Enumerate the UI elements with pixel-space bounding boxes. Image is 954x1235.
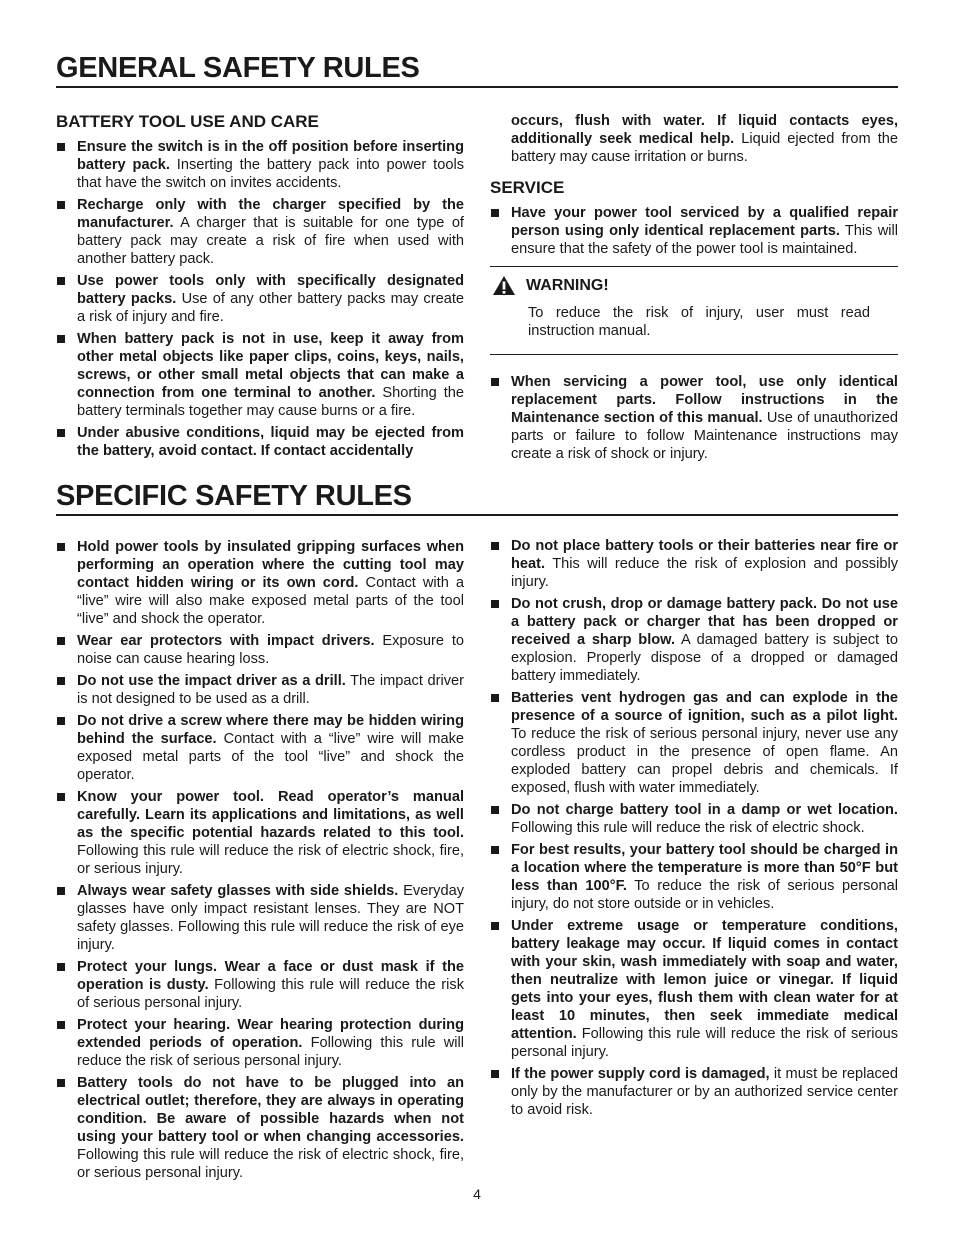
list-item: If the power supply cord is damaged, it must be replaced only by the manufacturer or by an authorized service center to avoid risk.: [490, 1065, 898, 1119]
general-safety-rules-title: GENERAL SAFETY RULES: [56, 52, 898, 88]
list-item: Do not crush, drop or damage battery pack. Do not use a battery pack or charger that has been dropped or received a sharp blow. A damaged battery is subject to explosion. Properly dispose of a dropped or damaged battery immediately.: [490, 595, 898, 685]
list-item: Always wear safety glasses with side shields. Everyday glasses have only impact resistant lenses. They are NOT safety glasses. Following this rule will reduce the risk of eye injury.: [56, 882, 464, 954]
list-item: Know your power tool. Read operator’s manual carefully. Learn its applications and limitations, as well as the specific potential hazards related to this tool. Following this rule will reduce the risk of electric shock, fire, or serious injury.: [56, 788, 464, 878]
warning-triangle-icon: [492, 275, 516, 296]
warning-box: [490, 266, 898, 355]
general-left-column: [56, 112, 464, 464]
list-item: When servicing a power tool, use only identical replacement parts. Follow instructions in the Maintenance section of this manual. Use of unauthorized parts or failure to follow Maintenance instructions may create a risk of shock or injury.: [490, 373, 898, 463]
list-item: Do not place battery tools or their batteries near fire or heat. This will reduce the risk of explosion and possibly injury.: [490, 537, 898, 591]
warning-header: [492, 275, 898, 296]
specific-right-column: [490, 537, 898, 1123]
service-rules-list-2: [490, 373, 898, 463]
warning-text: To reduce the risk of injury, user must read instruction manual.: [528, 305, 870, 339]
list-item: Wear ear protectors with impact drivers. Exposure to noise can cause hearing loss.: [56, 632, 464, 668]
list-item: Under extreme usage or temperature conditions, battery leakage may occur. If liquid comes in contact with your skin, wash immediately with soap and water, then neutralize with lemon juice or vinegar. If liquid gets into your eyes, flush them with clean water for at least 10 minutes, then seek immediate medical attention. Following this rule will reduce the risk of serious personal injury.: [490, 917, 898, 1061]
general-right-column: [490, 112, 898, 467]
list-item: Under abusive conditions, liquid may be ejected from the battery, avoid contact. If contact accidentally: [56, 424, 464, 460]
battery-tool-heading: BATTERY TOOL USE AND CARE: [56, 112, 319, 131]
service-heading: SERVICE: [490, 178, 565, 197]
battery-rules-list: [56, 138, 464, 460]
page-number: 4: [473, 1186, 481, 1202]
list-item: Do not drive a screw where there may be hidden wiring behind the surface. Contact with a “live” wire will make exposed metal parts of the tool “live” and shock the operator.: [56, 712, 464, 784]
list-item: occurs, flush with water. If liquid contacts eyes, additionally seek medical help. Liquid ejected from the battery may cause irritation or burns.: [511, 113, 899, 165]
list-item: Battery tools do not have to be plugged into an electrical outlet; therefore, they are always in operating condition. Be aware of possible hazards when not using your battery tool or when changing accessories. Following this rule will reduce the risk of electric shock, fire, or serious personal injury.: [56, 1074, 464, 1182]
service-rules-list: [490, 204, 898, 258]
list-item: Do not charge battery tool in a damp or wet location. Following this rule will reduce the risk of electric shock.: [490, 801, 898, 837]
list-item: Ensure the switch is in the off position before inserting battery pack. Inserting the battery pack into power tools that have the switch on invites accidents.: [56, 138, 464, 192]
list-item: Protect your hearing. Wear hearing protection during extended periods of operation. Following this rule will reduce the risk of serious personal injury.: [56, 1016, 464, 1070]
specific-safety-rules-title: SPECIFIC SAFETY RULES: [56, 480, 898, 516]
list-item: When battery pack is not in use, keep it away from other metal objects like paper clips, coins, keys, nails, screws, or other small metal objects that can make a connection from one terminal to another. Shorting the battery terminals together may cause burns or a fire.: [56, 330, 464, 420]
specific-right-rules-list: [490, 537, 898, 1119]
list-item: Have your power tool serviced by a qualified repair person using only identical replacement parts. This will ensure that the safety of the power tool is maintained.: [490, 204, 898, 258]
specific-left-column: [56, 538, 464, 1186]
list-item: Use power tools only with specifically designated battery packs. Use of any other battery packs may create a risk of injury and fire.: [56, 272, 464, 326]
battery-rules-continued: [490, 112, 898, 166]
list-item: Batteries vent hydrogen gas and can explode in the presence of a source of ignition, such as a pilot light. To reduce the risk of serious personal injury, never use any cordless product in the presence of open flame. An exploded battery can propel debris and chemicals. If exposed, flush with water immediately.: [490, 689, 898, 797]
list-item: Hold power tools by insulated gripping surfaces when performing an operation where the cutting tool may contact hidden wiring or its own cord. Contact with a “live” wire will also make exposed metal parts of the tool “live” and shock the operator.: [56, 538, 464, 628]
list-item: Do not use the impact driver as a drill. The impact driver is not designed to be used as a drill.: [56, 672, 464, 708]
warning-label: WARNING!: [526, 276, 609, 294]
specific-left-rules-list: [56, 538, 464, 1182]
list-item: Protect your lungs. Wear a face or dust mask if the operation is dusty. Following this rule will reduce the risk of serious personal injury.: [56, 958, 464, 1012]
list-item: For best results, your battery tool should be charged in a location where the temperature is more than 50°F but less than 100°F. To reduce the risk of serious personal injury, do not store outside or in vehicles.: [490, 841, 898, 913]
list-item: Recharge only with the charger specified by the manufacturer. A charger that is suitable for one type of battery pack may create a risk of fire when used with another battery pack.: [56, 196, 464, 268]
